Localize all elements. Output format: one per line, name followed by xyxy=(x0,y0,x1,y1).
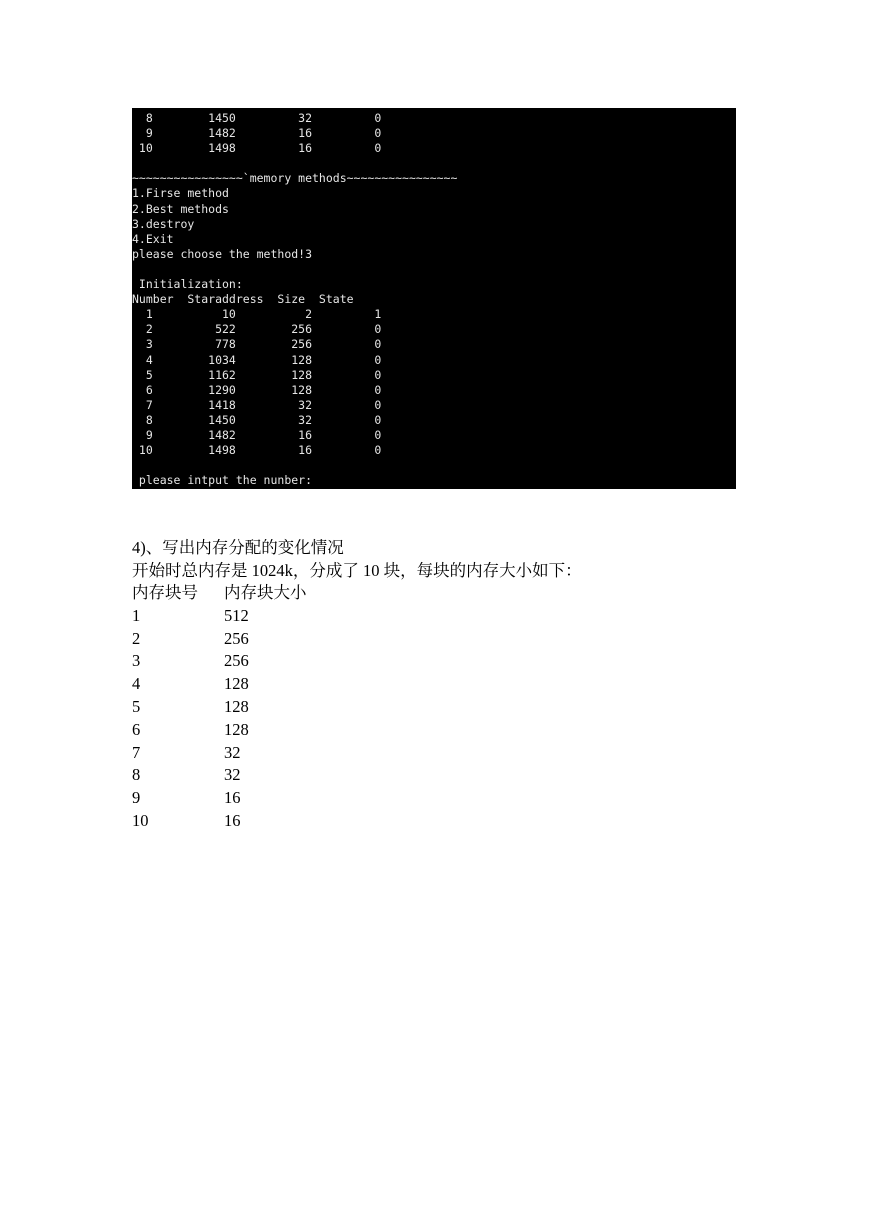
table-header xyxy=(132,582,832,605)
console-line: 10 1498 16 0 xyxy=(132,141,382,156)
block-number: 4 xyxy=(132,674,141,694)
console-line xyxy=(132,262,736,277)
console-line: 3.destroy xyxy=(132,216,195,231)
table-row xyxy=(132,764,832,787)
console-line: 4.Exit xyxy=(132,231,174,246)
console-line: 5 1162 128 0 xyxy=(132,367,382,382)
block-number: 7 xyxy=(132,742,141,762)
block-size: 32 xyxy=(224,742,241,762)
table-row xyxy=(132,650,832,673)
console-screenshot xyxy=(132,108,736,489)
block-number: 5 xyxy=(132,696,141,716)
block-size: 128 xyxy=(224,674,249,694)
console-line xyxy=(132,156,736,171)
table-row xyxy=(132,605,832,628)
block-size: 32 xyxy=(224,765,241,785)
memory-block-table xyxy=(132,605,832,833)
block-number: 6 xyxy=(132,719,141,739)
block-number: 8 xyxy=(132,765,141,785)
console-line: 1 10 2 1 xyxy=(132,307,382,322)
block-number: 1 xyxy=(132,605,141,625)
console-line: 6 1290 128 0 xyxy=(132,382,382,397)
table-row xyxy=(132,719,832,742)
table-row xyxy=(132,696,832,719)
console-line: 8 1450 32 0 xyxy=(132,111,382,125)
block-number: 3 xyxy=(132,651,141,671)
console-line: 7 1418 32 0 xyxy=(132,397,382,412)
console-line: ~~~~~~~~~~~~~~~~`memory methods~~~~~~~~~~~~~~~~ xyxy=(132,171,458,186)
console-line: 3 778 256 0 xyxy=(132,337,382,352)
block-size: 128 xyxy=(224,719,249,739)
block-number: 2 xyxy=(132,628,141,648)
console-line: 10 1498 16 0 xyxy=(132,443,382,458)
console-line xyxy=(132,458,736,473)
block-size: 256 xyxy=(224,651,249,671)
console-line: 1.Firse method xyxy=(132,186,229,201)
console-line: please intput the nunber: xyxy=(132,473,313,488)
console-line: 8 1450 32 0 xyxy=(132,412,382,427)
console-line: please choose the method!3 xyxy=(132,246,313,261)
block-number: 10 xyxy=(132,810,149,830)
table-row xyxy=(132,810,832,833)
block-size: 256 xyxy=(224,628,249,648)
section-heading: 4)、写出内存分配的变化情况 xyxy=(132,538,344,557)
header-block-size: 内存块大小 xyxy=(224,583,307,602)
block-size: 16 xyxy=(224,788,241,808)
table-row xyxy=(132,787,832,810)
table-row xyxy=(132,673,832,696)
header-block-number: 内存块号 xyxy=(132,583,198,602)
console-line: 2.Best methods xyxy=(132,201,229,216)
console-line: Number Staraddress Size State xyxy=(132,292,354,307)
console-line: 4 1034 128 0 xyxy=(132,352,382,367)
console-line: 2 522 256 0 xyxy=(132,322,382,337)
intro-text: 开始时总内存是 1024k，分成了 10 块，每块的内存大小如下： xyxy=(132,561,582,580)
block-number: 9 xyxy=(132,788,141,808)
table-row xyxy=(132,628,832,651)
document-body xyxy=(132,536,832,833)
console-line: 9 1482 16 0 xyxy=(132,126,382,141)
block-size: 128 xyxy=(224,696,249,716)
console-line: Initialization: xyxy=(132,277,243,292)
table-row xyxy=(132,742,832,765)
block-size: 16 xyxy=(224,810,241,830)
block-size: 512 xyxy=(224,605,249,625)
console-line: 9 1482 16 0 xyxy=(132,427,382,442)
